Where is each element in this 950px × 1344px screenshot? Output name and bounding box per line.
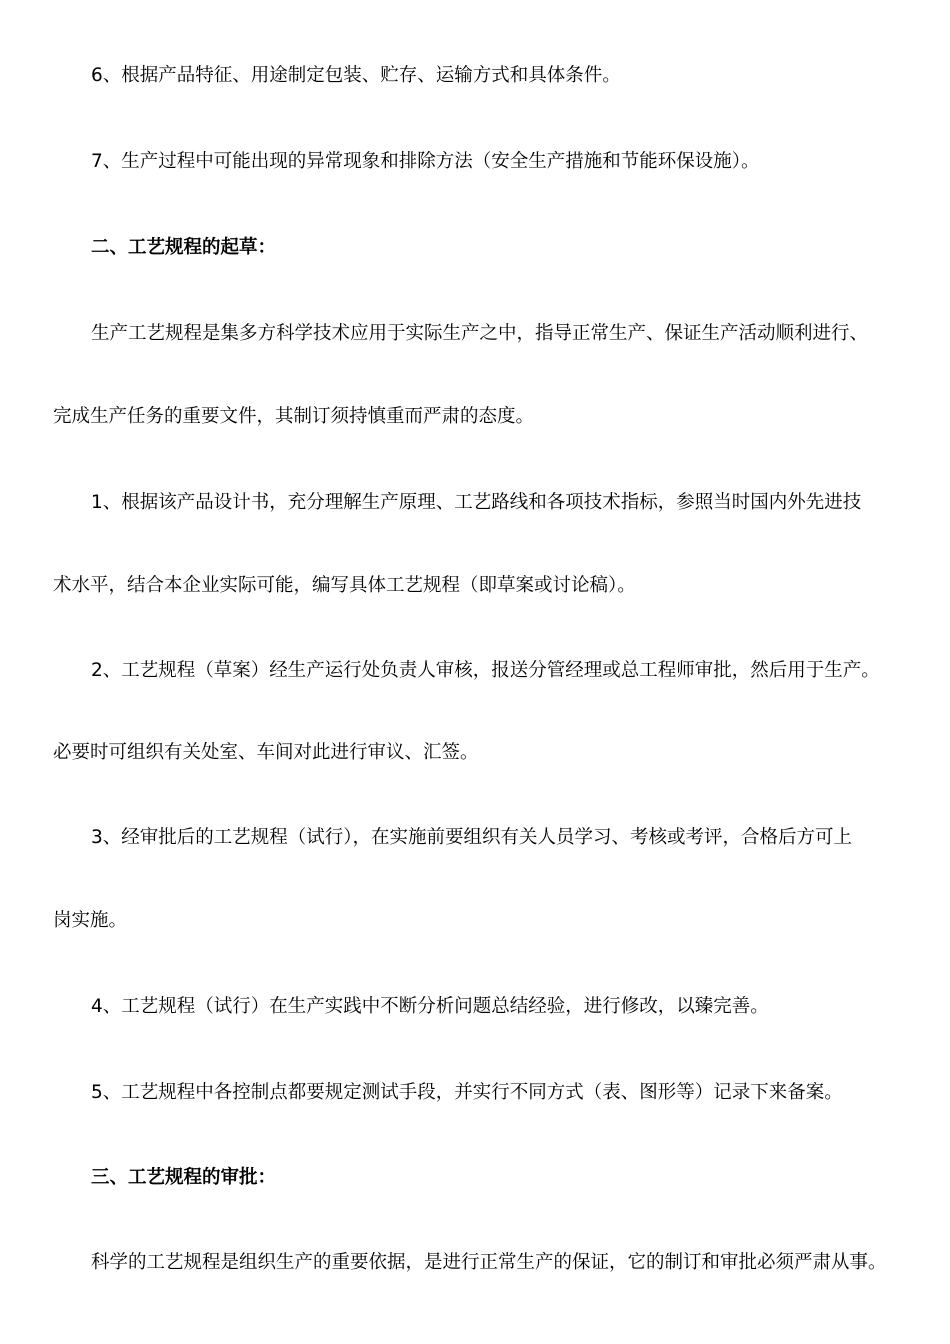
list-item-7: 7、生产过程中可能出现的异常现象和排除方法（安全生产措施和节能环保设施）。 bbox=[91, 151, 760, 172]
paragraph-approval-line-1: 科学的工艺规程是组织生产的重要依据，是进行正常生产的保证，它的制订和审批必须严肃从事。 bbox=[91, 1252, 887, 1273]
drafting-item-2-line-2: 必要时可组织有关处室、车间对此进行审议、汇签。 bbox=[53, 742, 479, 763]
paragraph-drafting-intro-line-2: 完成生产任务的重要文件，其制订须持慎重而严肃的态度。 bbox=[53, 406, 535, 427]
drafting-item-3-line-1: 3、经审批后的工艺规程（试行），在实施前要组织有关人员学习、考核或考评，合格后方可上 bbox=[91, 827, 853, 848]
drafting-item-5: 5、工艺规程中各控制点都要规定测试手段，并实行不同方式（表、图形等）记录下来备案。 bbox=[91, 1082, 843, 1103]
paragraph-drafting-intro-line-1: 生产工艺规程是集多方科学技术应用于实际生产之中，指导正常生产、保证生产活动顺利进行、 bbox=[91, 323, 869, 344]
drafting-item-1-line-1: 1、根据该产品设计书，充分理解生产原理、工艺路线和各项技术指标，参照当时国内外先进技 bbox=[91, 492, 862, 513]
drafting-item-1-line-2: 术水平，结合本企业实际可能，编写具体工艺规程（即草案或讨论稿）。 bbox=[53, 575, 636, 596]
drafting-item-3-line-2: 岗实施。 bbox=[53, 910, 128, 931]
drafting-item-2-line-1: 2、工艺规程（草案）经生产运行处负责人审核，报送分管经理或总工程师审批，然后用于生产。 bbox=[91, 660, 880, 681]
section-heading-drafting: 二、工艺规程的起草： bbox=[91, 237, 277, 258]
list-item-6: 6、根据产品特征、用途制定包装、贮存、运输方式和具体条件。 bbox=[91, 65, 621, 86]
drafting-item-4: 4、工艺规程（试行）在生产实践中不断分析问题总结经验，进行修改，以臻完善。 bbox=[91, 996, 769, 1017]
section-heading-approval: 三、工艺规程的审批： bbox=[91, 1167, 277, 1188]
